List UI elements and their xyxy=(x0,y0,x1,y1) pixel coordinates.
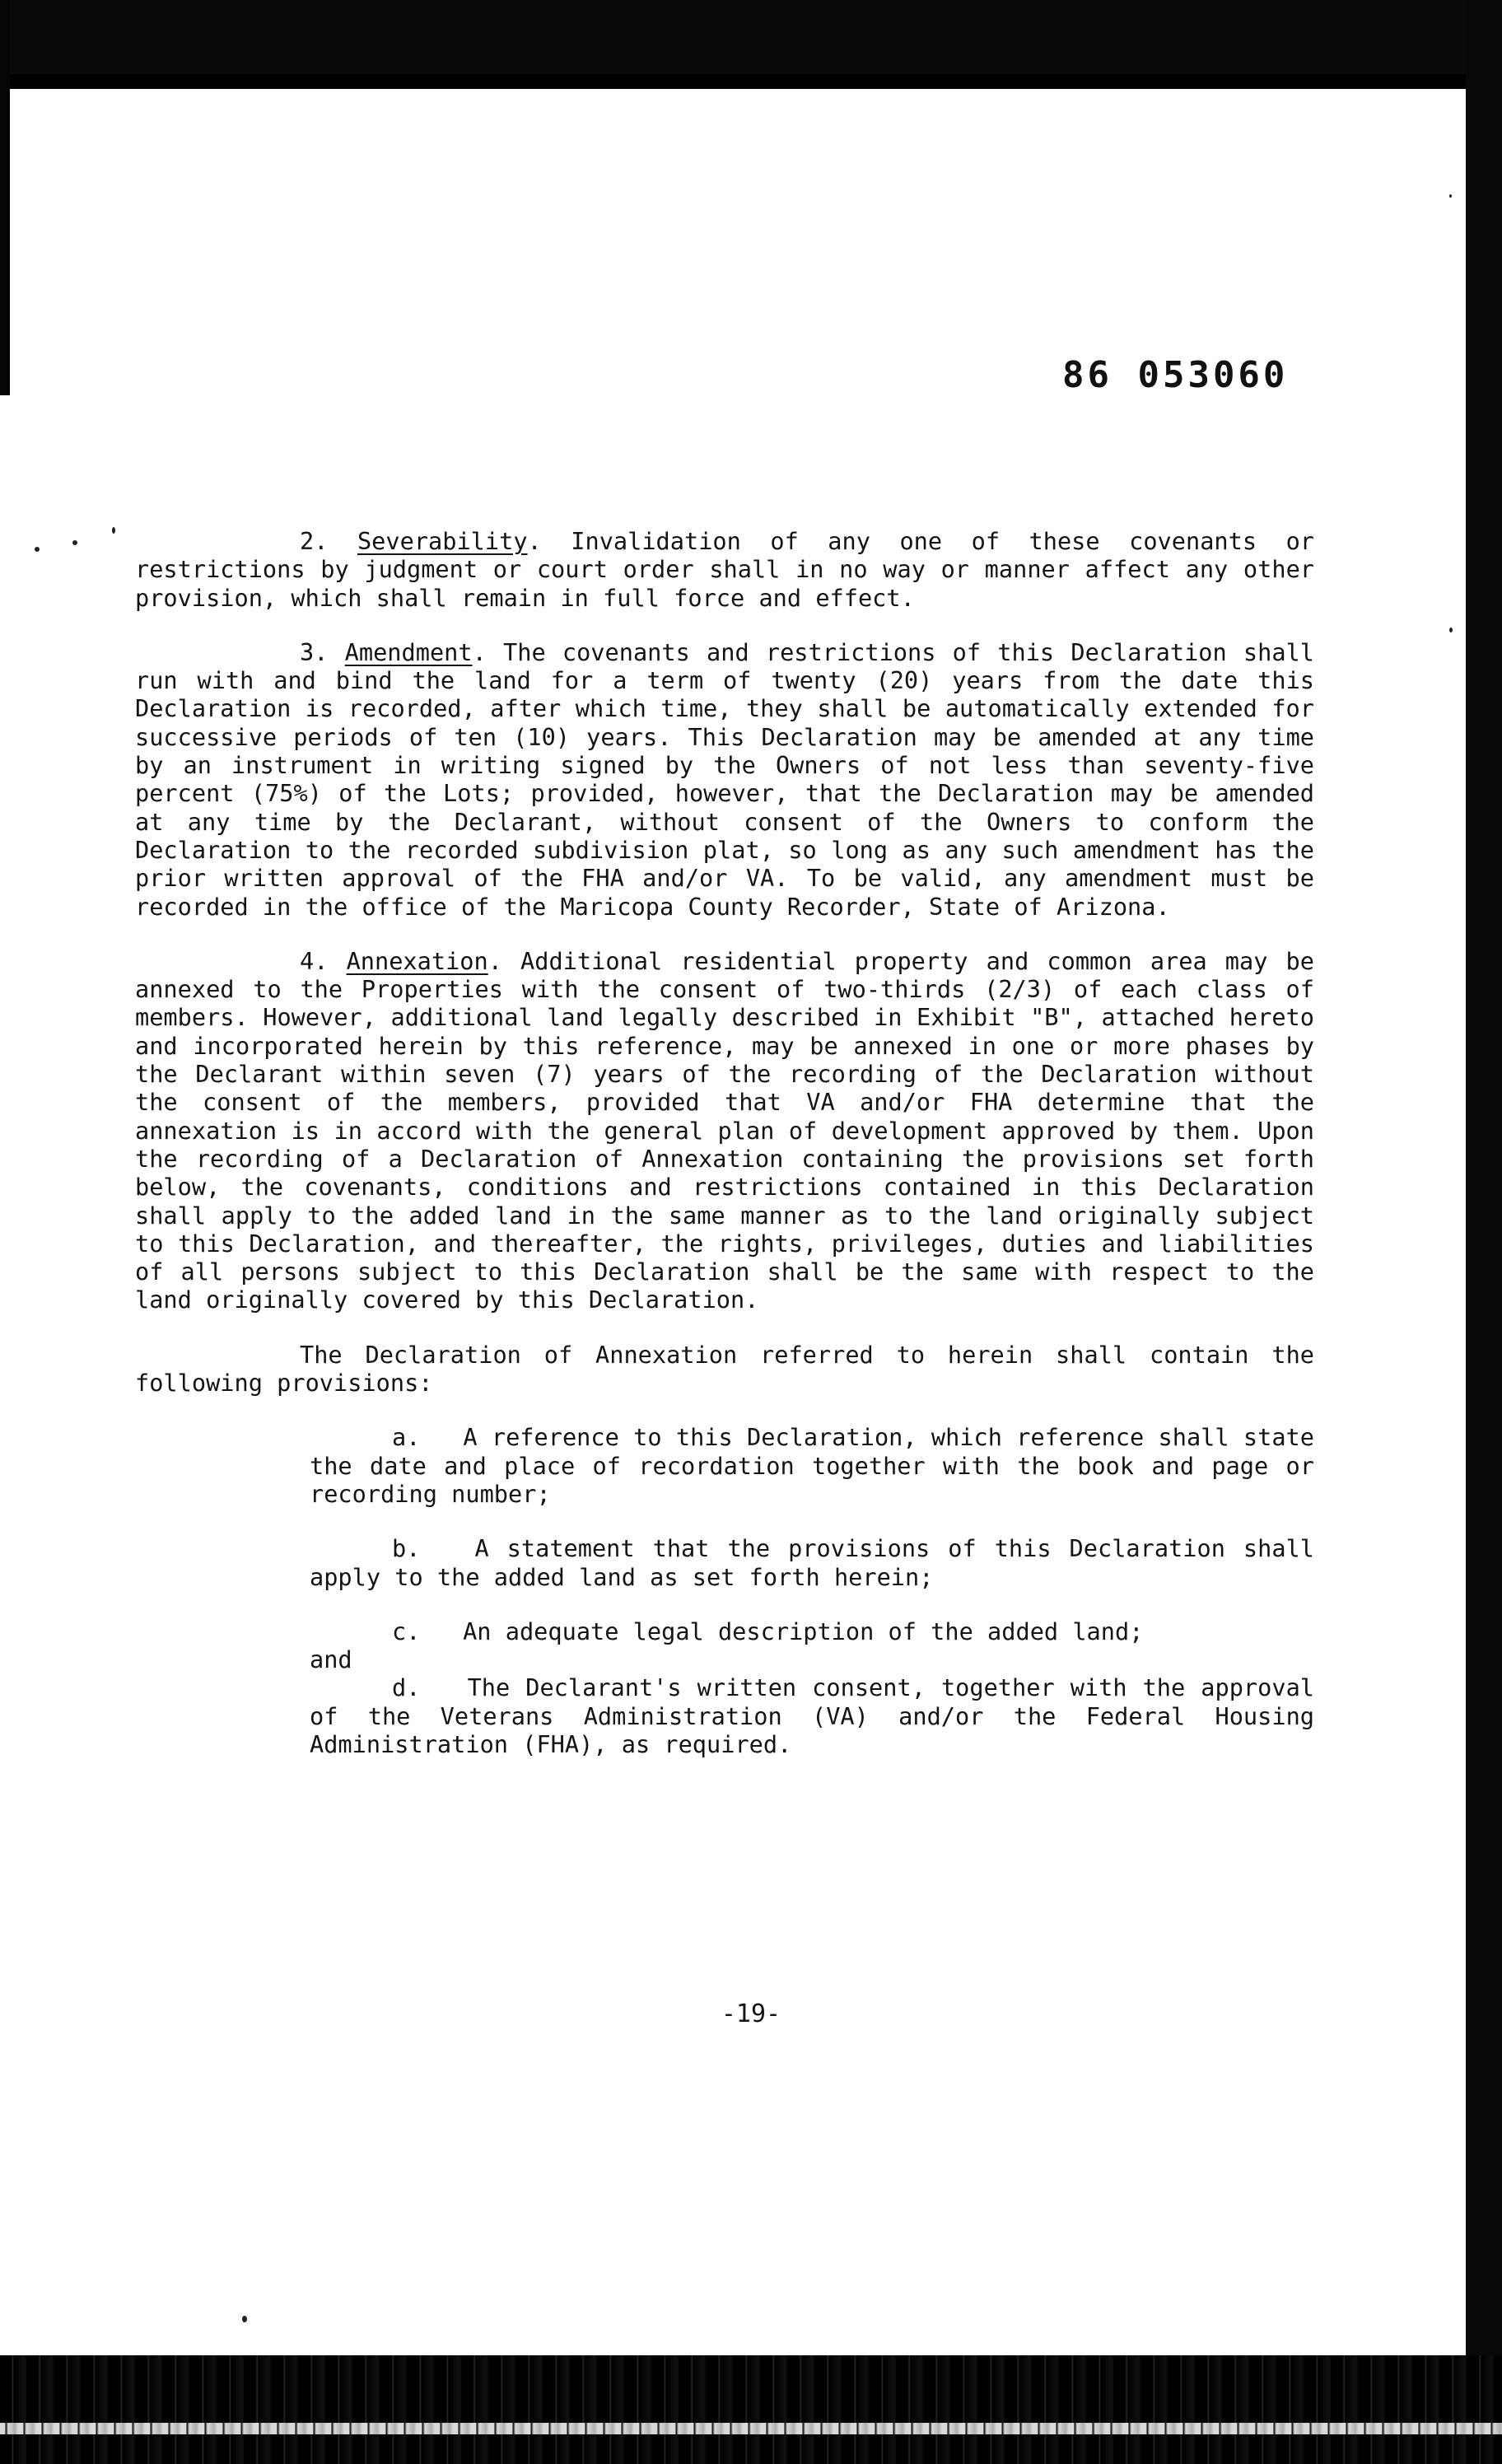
provision-item xyxy=(135,1423,1314,1508)
scan-border-right xyxy=(1466,0,1502,2464)
scan-speck xyxy=(1449,628,1453,632)
provision-letter: d. xyxy=(392,1673,421,1702)
section-number: 2. xyxy=(300,527,329,555)
scan-border-top xyxy=(0,0,1502,74)
provision-letter: b. xyxy=(392,1534,421,1563)
connector-and: and xyxy=(310,1645,352,1674)
paper-sheet-left-strip xyxy=(0,395,10,2355)
scan-border-left xyxy=(0,0,10,412)
page-number: -19- xyxy=(721,2000,781,2028)
scan-speck xyxy=(35,547,40,552)
provision-text: The Declarant's written consent, together with the approval of the Veterans Administration (VA) and/or the Federal Housing Administration (FHA), as required. xyxy=(310,1673,1314,1758)
scan-speck xyxy=(1449,194,1452,198)
provision-text: An adequate legal description of the added land; xyxy=(463,1617,1144,1645)
scan-border-bottom-stripe xyxy=(0,2423,1502,2434)
section-number: 3. xyxy=(300,637,329,666)
provision-item xyxy=(135,1673,1314,1758)
provision-item xyxy=(135,1534,1314,1591)
document-number: 86 053060 xyxy=(1062,354,1289,396)
provision-letter: a. xyxy=(392,1423,421,1452)
provision-text: A reference to this Declaration, which reference shall state the date and place of recordation together with the book and page or recording number; xyxy=(310,1423,1314,1508)
section-heading: Amendment xyxy=(344,637,473,666)
section-heading: Severability xyxy=(357,527,528,555)
section-heading: Annexation xyxy=(346,946,488,975)
document-body xyxy=(135,527,1314,1785)
section-text: . Additional residential property and common area may be annexed to the Properties with the consent of two-thirds (2/3) of each class of members. However, additional land legally described in Exhibit "B", attached hereto and incorporated herein by this reference, may be annexed in one or more phases by the Declarant within seven (7) years of the recording of the Declaration without the consent of the members, provided that VA and/or FHA determine that the annexation is in accord with the general plan of development approved by them. Upon the recording of a Declaration of Annexation containing the provisions set forth below, the covenants, conditions and restrictions contained in this Declaration shall apply to the added land in the same manner as to the land originally subject to this Declaration, and thereafter, the rights, privileges, duties and liabilities of all persons subject to this Declaration shall be the same with respect to the land originally covered by this Declaration. xyxy=(135,946,1314,1314)
annexation-intro: The Declaration of Annexation referred to herein shall contain the following provisions: xyxy=(135,1340,1314,1398)
section-text: . The covenants and restrictions of this Declaration shall run with and bind the land for a term of twenty (20) years from the date this Declaration is recorded, after which time, they shall be automatically extended for successive periods of ten (10) years. This Declaration may be amended at any time by an instrument in writing signed by the Owners of not less than seventy-five percent (75%) of the Lots; provided, however, that the Declaration may be amended at any time by the Declarant, without consent of the Owners to conform the Declaration to the recorded subdivision plat, so long as any such amendment has the prior written approval of the FHA and/or VA. To be valid, any amendment must be recorded in the office of the Maricopa County Recorder, State of Arizona. xyxy=(135,637,1315,921)
scan-speck xyxy=(112,527,115,534)
section-annexation xyxy=(135,947,1314,1314)
scan-speck xyxy=(72,540,77,545)
section-amendment xyxy=(135,638,1314,921)
provision-letter: c. xyxy=(392,1617,421,1645)
scan-border-bottom xyxy=(0,2355,1502,2464)
scan-speck xyxy=(242,2316,247,2322)
section-severability xyxy=(135,527,1314,612)
provision-text: A statement that the provisions of this Declaration shall apply to the added land as set forth herein; xyxy=(310,1534,1314,1591)
section-number: 4. xyxy=(300,946,329,975)
section-text: . Invalidation of any one of these covenants or restrictions by judgment or court order shall in no way or manner affect any other provision, which shall remain in full force and effect. xyxy=(135,527,1314,612)
provision-item xyxy=(135,1617,1314,1645)
